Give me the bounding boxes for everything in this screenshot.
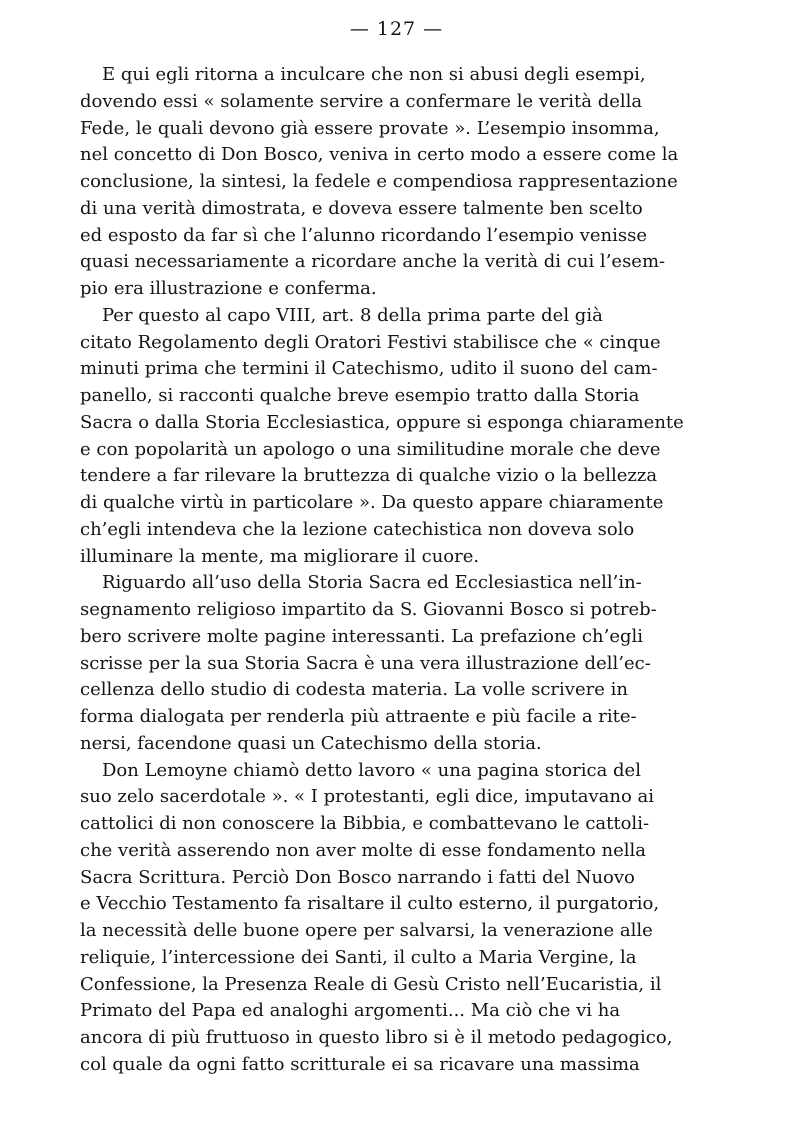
text-line: Sacra Scrittura. Perciò Don Bosco narrando i fatti del Nuovo [80, 866, 635, 888]
text-line: nersi, facendone quasi un Catechismo della storia. [80, 732, 542, 754]
body-text [80, 62, 712, 1079]
text-line: Per questo al capo VIII, art. 8 della prima parte del già [102, 304, 603, 326]
text-line: bero scrivere molte pagine interessanti. La prefazione ch’egli [80, 625, 644, 647]
text-line: nel concetto di Don Bosco, veniva in certo modo a essere come la [80, 144, 679, 166]
text-line: di una verità dimostrata, e doveva essere talmente ben scelto [80, 197, 643, 219]
text-line: che verità asserendo non aver molte di esse fondamento nella [80, 839, 647, 861]
text-line: ancora di più fruttuoso in questo libro si è il metodo pedagogico, [80, 1027, 673, 1048]
text-line: la necessità delle buone opere per salvarsi, la venerazione alle [80, 920, 653, 941]
text-line: Riguardo all’uso della Storia Sacra ed Ecclesiastica nell’in- [102, 572, 642, 594]
text-line: quasi necessariamente a ricordare anche la verità di cui l’esem- [80, 251, 666, 273]
text-line: Don Lemoyne chiamò detto lavoro « una pagina storica del [102, 759, 641, 781]
text-line: E qui egli ritorna a inculcare che non si abusi degli esempi, [102, 64, 646, 85]
text-line: ed esposto da far sì che l’alunno ricordando l’esempio venisse [80, 224, 647, 246]
text-line: Primato del Papa ed analoghi argomenti... Ma ciò che vi ha [80, 1000, 621, 1022]
text-line: Fede, le quali devono già essere provate ». L’esempio insomma, [80, 117, 660, 139]
text-line: ch’egli intendeva che la lezione catechistica non doveva solo [80, 518, 635, 540]
text-line: illuminare la mente, ma migliorare il cuore. [80, 545, 480, 567]
text-line: citato Regolamento degli Oratori Festivi stabilisce che « cinque [80, 331, 661, 353]
text-line: col quale da ogni fatto scritturale ei sa ricavare una massima [80, 1053, 640, 1075]
text-line: suo zelo sacerdotale ». « I protestanti, egli dice, imputavano ai [80, 786, 655, 808]
text-line: segnamento religioso impartito da S. Giovanni Bosco si potreb- [80, 599, 657, 620]
text-line: di qualche virtù in particolare ». Da questo appare chiaramente [80, 492, 664, 513]
page-number: — 127 — [349, 18, 444, 40]
text-line: forma dialogata per renderla più attraente e più facile a rite- [80, 706, 637, 727]
text-line: Confessione, la Presenza Reale di Gesù Cristo nell’Eucaristia, il [80, 973, 662, 995]
text-line: e Vecchio Testamento fa risaltare il culto esterno, il purgatorio, [80, 893, 660, 915]
text-line: pio era illustrazione e conferma. [80, 278, 377, 299]
text-line: e con popolarità un apologo o una similitudine morale che deve [80, 438, 661, 460]
text-line: cattolici di non conoscere la Bibbia, e combattevano le cattoli- [80, 813, 650, 834]
text-line: cellenza dello studio di codesta materia. La volle scrivere in [80, 679, 628, 701]
text-line: minuti prima che termini il Catechismo, udito il suono del cam- [80, 358, 658, 380]
text-line: tendere a far rilevare la bruttezza di qualche vizio o la bellezza [80, 465, 658, 487]
text-line: panello, si racconti qualche breve esempio tratto dalla Storia [80, 385, 640, 406]
text-line: scrisse per la sua Storia Sacra è una vera illustrazione dell’ec- [80, 652, 651, 674]
text-line: Sacra o dalla Storia Ecclesiastica, oppure si esponga chiaramente [80, 411, 684, 433]
text-line: dovendo essi « solamente servire a confermare le verità della [80, 90, 643, 112]
text-line: reliquie, l’intercessione dei Santi, il culto a Maria Vergine, la [80, 946, 637, 968]
text-line: conclusione, la sintesi, la fedele e compendiosa rappresentazione [80, 171, 678, 192]
